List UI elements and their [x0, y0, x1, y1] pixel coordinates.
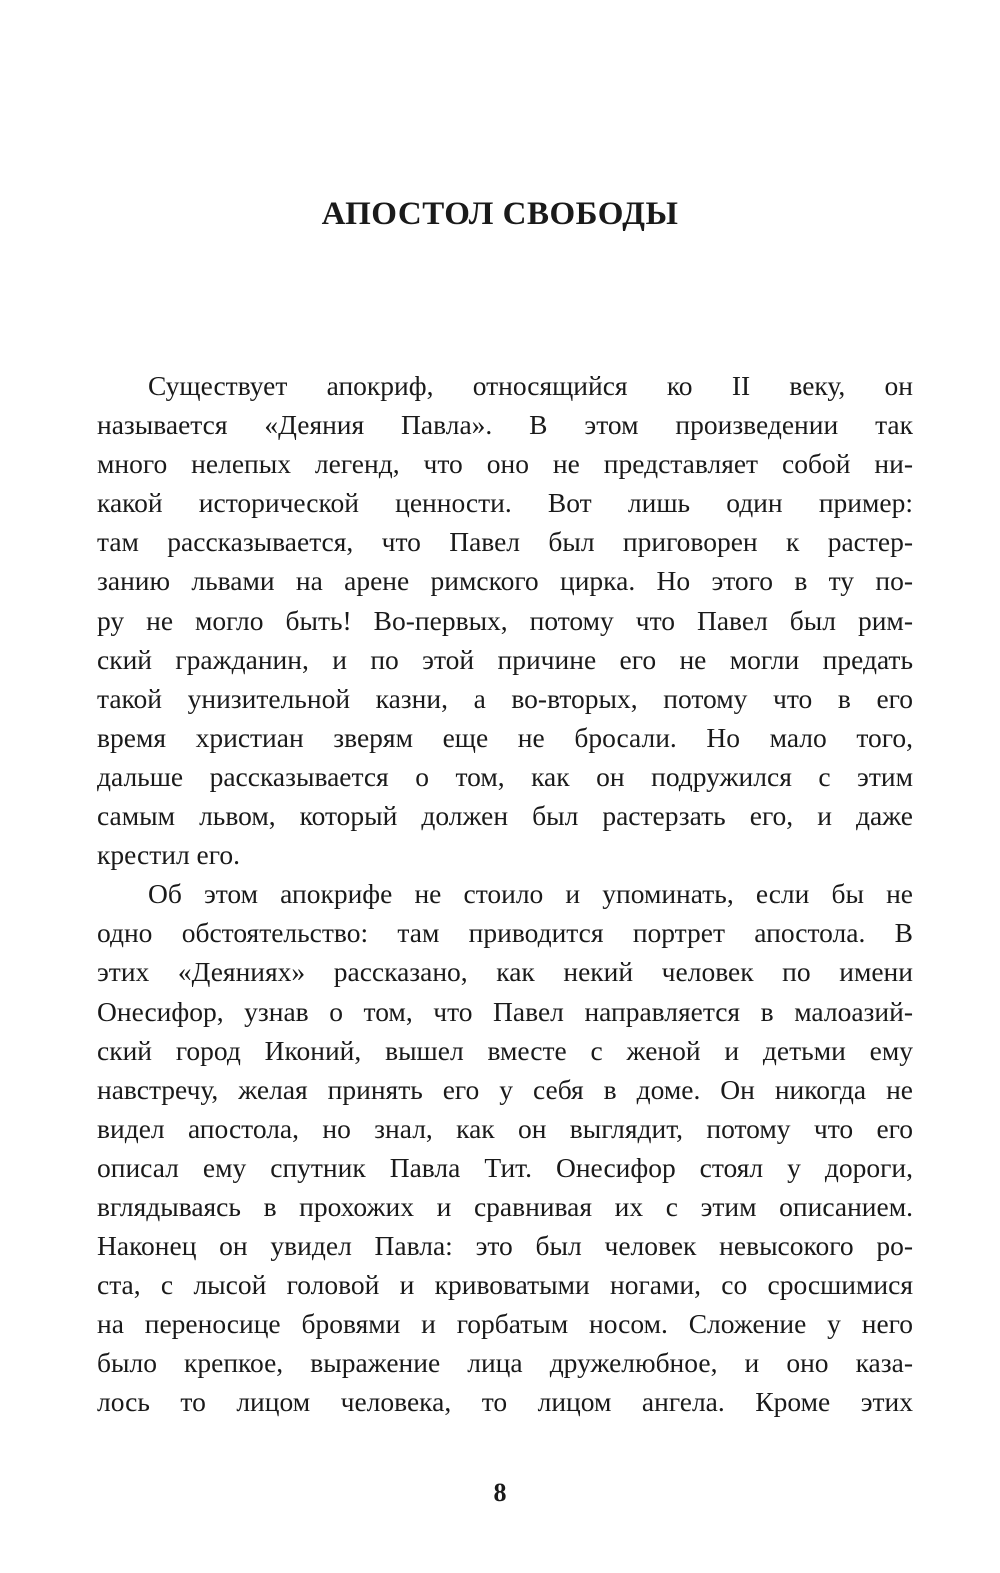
text-line: крестил его.	[97, 839, 240, 871]
text-line: занию львами на арене римского цирка. Но этого в ту по-	[97, 565, 913, 597]
text-line: одно обстоятельство: там приводится портрет апостола. В	[97, 917, 913, 949]
text-line: ский гражданин, и по этой причине его не могли предать	[97, 643, 913, 675]
page-title: АПОСТОЛ СВОБОДЫ	[321, 196, 679, 232]
text-line: видел апостола, но знал, как он выглядит, потому что его	[97, 1112, 913, 1144]
text-line: самым львом, который должен был растерзать его, и даже	[97, 800, 913, 832]
text-line: такой унизительной казни, а во-вторых, потому что в его	[97, 682, 913, 714]
text-line: описал ему спутник Павла Тит. Онесифор стоял у дороги,	[97, 1151, 913, 1183]
text-line: лось то лицом человека, то лицом ангела. Кроме этих	[97, 1386, 913, 1418]
text-line: Онесифор, узнав о том, что Павел направляется в малоазий-	[97, 995, 913, 1027]
text-line: вглядываясь в прохожих и сравнивая их с этим описанием.	[97, 1190, 913, 1222]
text-line: навстречу, желая принять его у себя в доме. Он никогда не	[97, 1073, 913, 1105]
body-text	[97, 366, 913, 1422]
text-line: этих «Деяниях» рассказано, как некий человек по имени	[97, 956, 913, 988]
text-line: на переносице бровями и горбатым носом. Сложение у него	[97, 1308, 913, 1340]
text-line: ста, с лысой головой и кривоватыми ногами, со сросшимися	[97, 1269, 913, 1301]
text-line: дальше рассказывается о том, как он подружился с этим	[97, 760, 913, 792]
text-line: там рассказывается, что Павел был приговорен к растер-	[97, 526, 913, 558]
text-line: Наконец он увидел Павла: это был человек невысокого ро-	[97, 1230, 913, 1262]
text-line: время христиан зверям еще не бросали. Но мало того,	[97, 721, 913, 753]
text-line: Об этом апокрифе не стоило и упоминать, если бы не	[148, 878, 913, 910]
text-line: много нелепых легенд, что оно не представляет собой ни-	[97, 448, 913, 480]
text-line: Существует апокриф, относящийся ко II веку, он	[148, 370, 913, 401]
text-line: было крепкое, выражение лица дружелюбное, и оно каза-	[97, 1347, 913, 1379]
text-line: называется «Деяния Павла». В этом произведении так	[97, 409, 913, 441]
page-number: 8	[493, 1478, 507, 1507]
text-line: какой исторической ценности. Вот лишь один пример:	[97, 487, 913, 519]
text-line: ру не могло быть! Во-первых, потому что Павел был рим-	[97, 604, 913, 636]
text-line: ский город Иконий, вышел вместе с женой и детьми ему	[97, 1034, 913, 1066]
